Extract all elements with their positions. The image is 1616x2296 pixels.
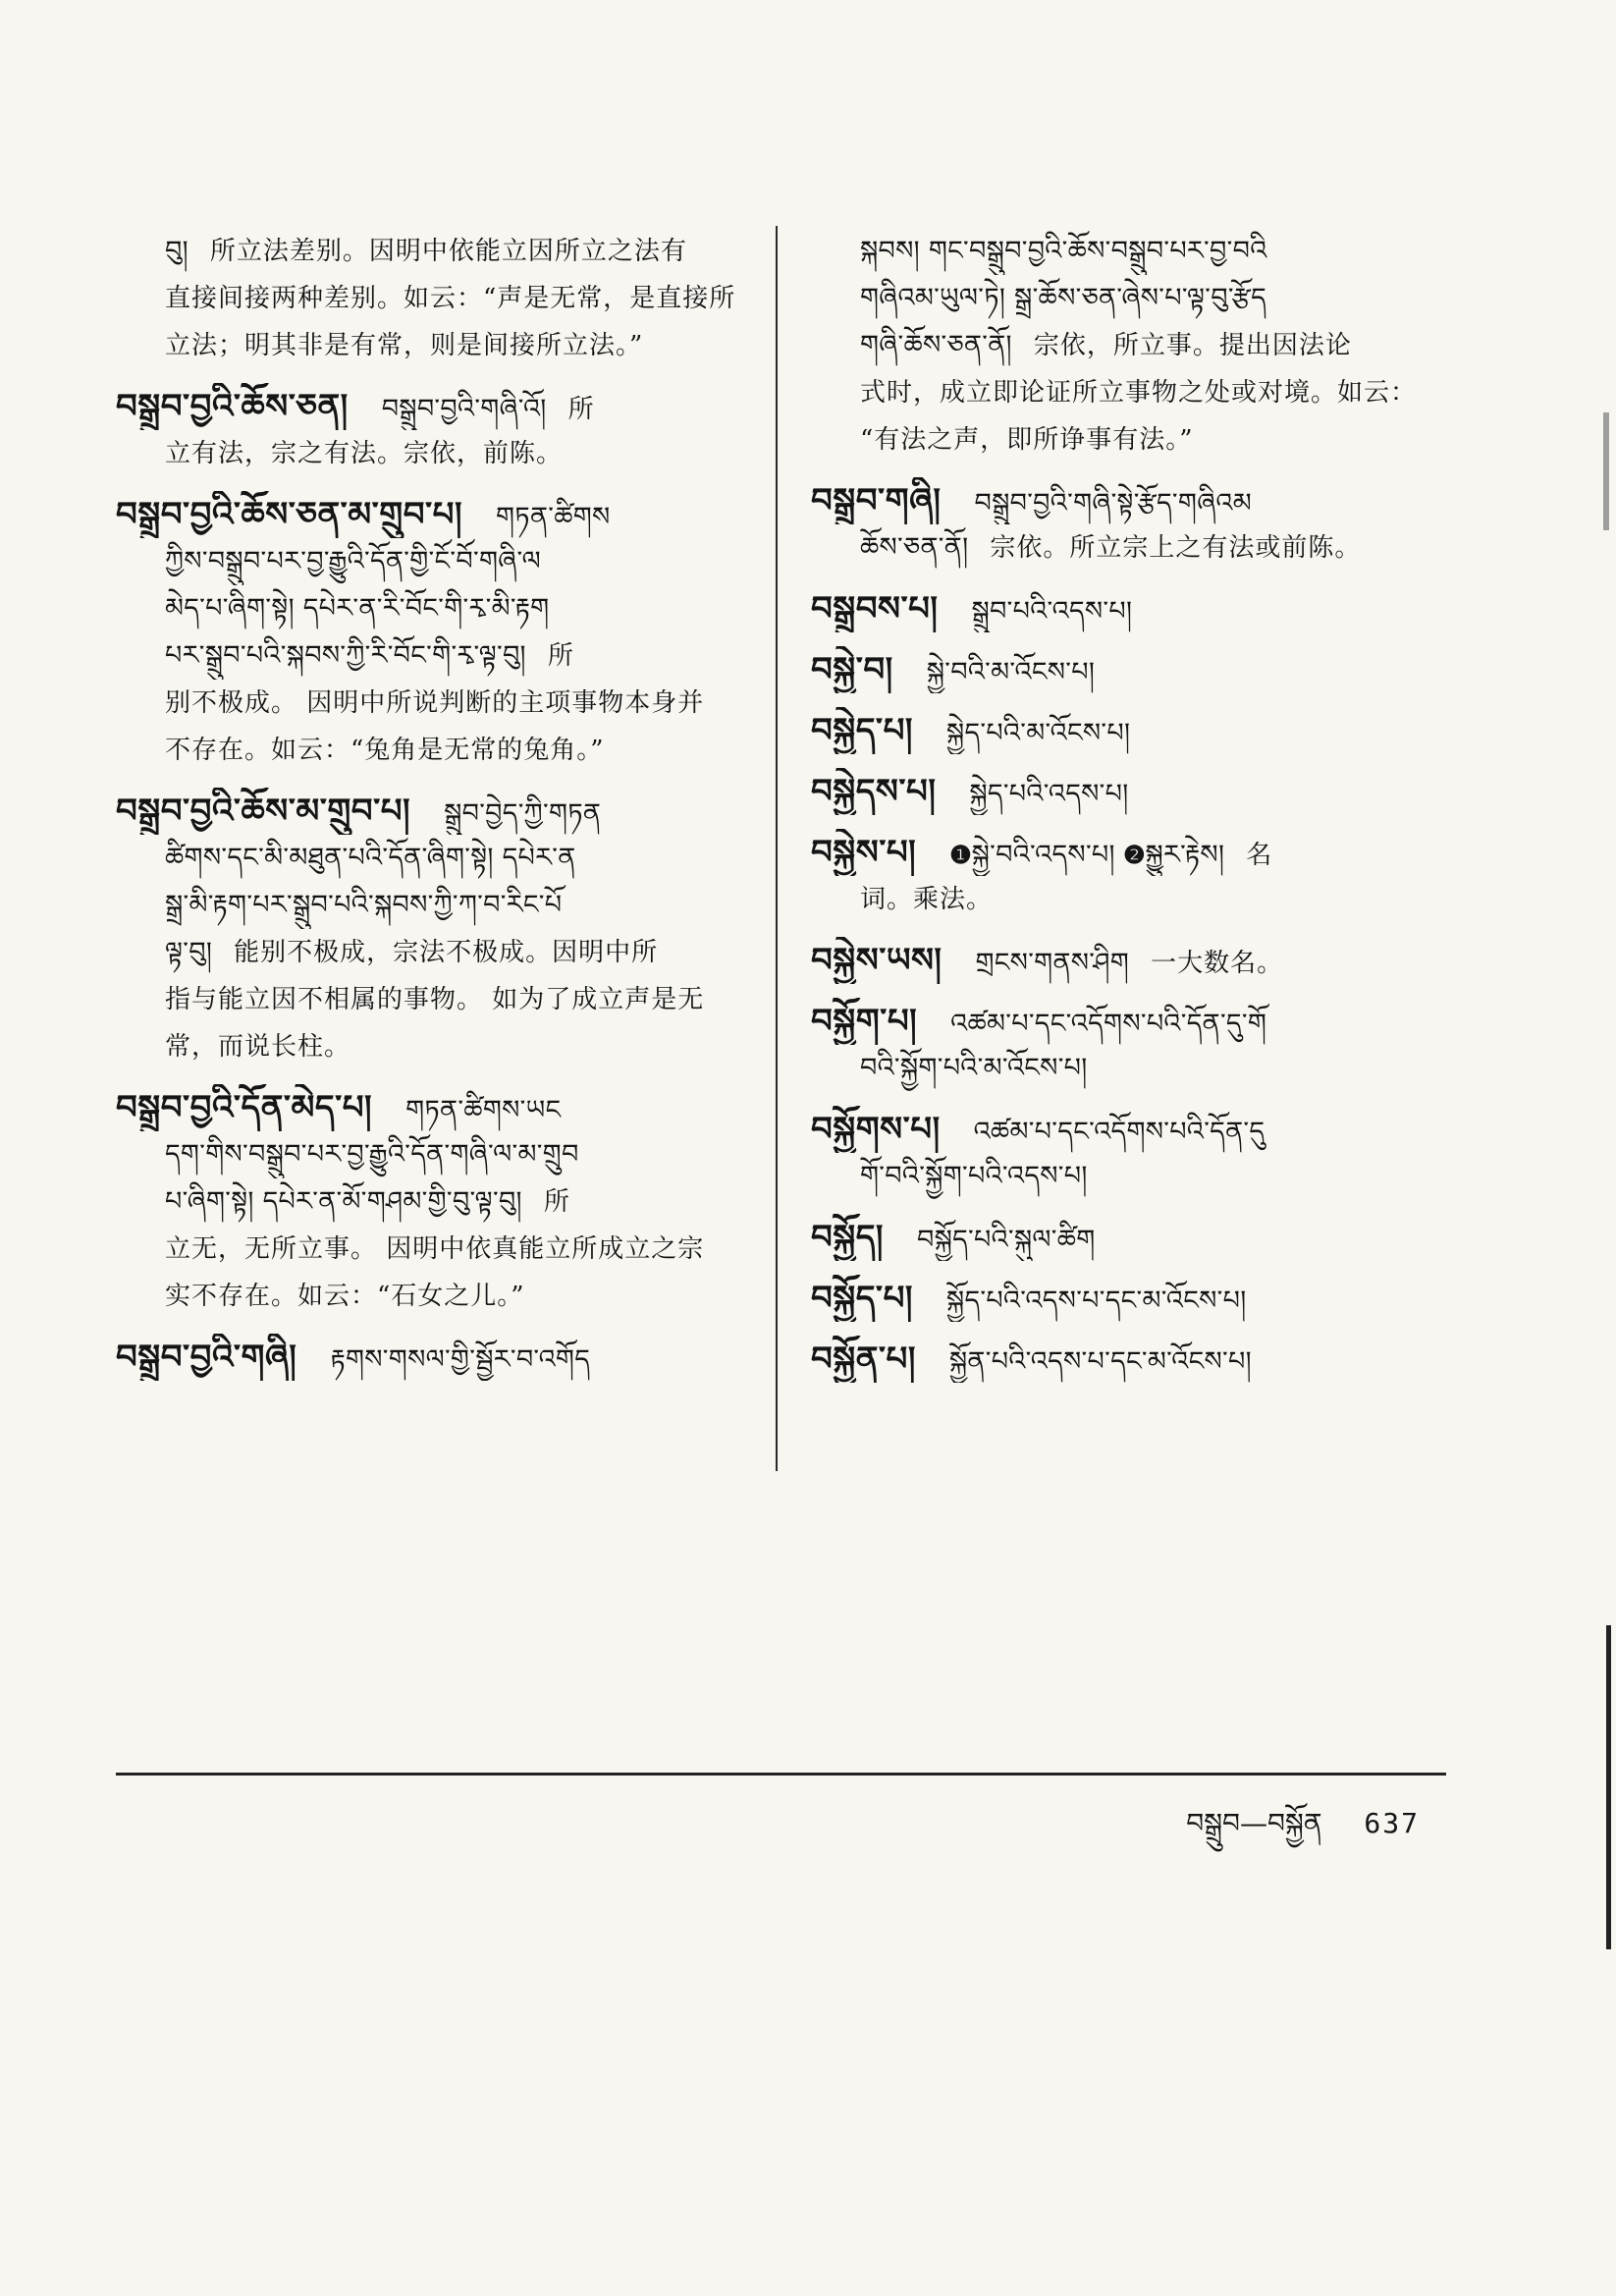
headword: བསྒྲུབ་བྱའི་གཞི། — [116, 1338, 297, 1377]
headword: བསྒྲུབ་བྱའི་ཆོས་ཅན་མ་གྲུབ་པ། — [116, 495, 462, 534]
tibetan-text: སྒྲུབ་བྱེད་ཀྱི་གཏན — [444, 798, 602, 829]
dictionary-entry — [811, 768, 1449, 815]
tibetan-text: གོ་བའི་སྐྱོག་པའི་འདས་པ། — [860, 1161, 1088, 1191]
entry-line — [116, 491, 744, 538]
chinese-gloss: 宗依。所立宗上之有法或前陈。 — [990, 533, 1362, 563]
dictionary-entry — [116, 1084, 744, 1320]
tibetan-text: སྐྱེད་པའི་འདས་པ། — [969, 779, 1129, 809]
entry-line — [116, 1084, 744, 1131]
tibetan-text: ཆོས་ཅན་ནོ། — [860, 532, 969, 563]
headword: བསྐྱོག་པ། — [811, 1002, 918, 1041]
tibetan-text: སྐྱེ་བའི་འདས་པ། — [971, 840, 1115, 870]
headword: བསྐྱོགས་པ། — [811, 1110, 941, 1149]
sense-number: ❶ — [949, 841, 972, 869]
chinese-gloss: 所立法差别。因明中依能立因所立之法有 — [209, 237, 687, 266]
entry-line — [116, 383, 744, 430]
chinese-gloss: 常，而说长柱。 — [165, 1032, 351, 1062]
entry-line — [116, 976, 744, 1023]
chinese-gloss: 能别不极成，宗法不极成。因明中所 — [234, 938, 659, 967]
chinese-gloss: “有法之声，即所诤事有法。” — [860, 425, 1194, 455]
entry-line — [116, 929, 744, 976]
entry-line — [811, 524, 1449, 572]
tibetan-text: གཞིའམ་ཡུལ་ཏེ། སྒྲ་ཆོས་ཅན་ཞེས་པ་ལྟ་བུ་རྩོད — [860, 283, 1267, 313]
entry-line — [811, 876, 1449, 923]
tibetan-text: གྲངས་གནས་ཤིག — [975, 948, 1130, 978]
tibetan-text: པར་སྒྲུབ་པའི་སྐབས་ཀྱི་རི་བོང་གི་རྭ་ལྟ་བུ། — [165, 640, 526, 671]
chinese-gloss: 实不存在。如云：“石女之儿。” — [165, 1282, 525, 1311]
entry-line — [116, 275, 744, 322]
dictionary-entry — [811, 937, 1449, 984]
tibetan-text: མེད་པ་ཞིག་སྟེ། དཔེར་ན་རི་བོང་གི་རྭ་མི་རྟག — [165, 593, 550, 624]
chinese-gloss: 式时，成立即论证所立事物之处或对境。如云： — [860, 378, 1418, 408]
tibetan-text: བསྒྲུབ་བྱའི་གཞི་འོ། — [381, 394, 547, 424]
entry-line — [811, 275, 1449, 322]
tibetan-text: སྐྱེ་བའི་མ་འོངས་པ། — [926, 657, 1096, 687]
dictionary-entry — [116, 228, 744, 369]
chinese-gloss: 别不极成。 因明中所说判断的主项事物本身并 — [165, 688, 705, 718]
entry-line — [116, 1226, 744, 1273]
entry-line — [116, 680, 744, 727]
entry-line — [811, 322, 1449, 369]
tibetan-text: སྒྲ་མི་རྟག་པར་སྒྲུབ་པའི་སྐབས་ཀྱི་ཀ་བ་རིང་པོ — [165, 890, 563, 920]
dictionary-entry — [116, 383, 744, 477]
headword: བསྐྱེདས་པ། — [811, 772, 937, 811]
dictionary-entry — [811, 585, 1449, 632]
entry-line — [811, 1045, 1449, 1092]
headword: བསྐྱེས་པ། — [811, 833, 917, 872]
entry-line — [116, 1273, 744, 1320]
sense-number: ❷ — [1123, 841, 1146, 869]
entry-line — [116, 228, 744, 275]
tibetan-text: འཚམ་པ་དང་འདོགས་པའི་དོན་དུ་གོ — [950, 1009, 1267, 1039]
tibetan-text: བུ། — [165, 236, 189, 266]
chinese-gloss: 一大数名。 — [1151, 949, 1284, 978]
tibetan-text: དག་གིས་བསྒྲུབ་པར་བྱ་རྒྱུའི་དོན་གཞི་ལ་མ་གྲུབ — [165, 1139, 579, 1170]
headword: བསྐྱོད་པ། — [811, 1279, 913, 1318]
entry-line — [811, 1214, 1449, 1261]
footer-rule — [116, 1773, 1446, 1776]
headword: བསྐྱེ་བ། — [811, 650, 893, 689]
headword: བསྒྲུབ་གཞི། — [811, 481, 942, 520]
chinese-gloss: 立有法，宗之有法。宗依，前陈。 — [165, 439, 564, 468]
page-footer — [1186, 1792, 1420, 1870]
entry-line — [811, 1153, 1449, 1200]
entry-line — [116, 788, 744, 835]
tibetan-text: སྐྱོན་པའི་འདས་པ་དང་མ་འོངས་པ། — [948, 1346, 1252, 1377]
entry-line — [811, 477, 1449, 524]
chinese-gloss: 直接间接两种差别。如云：“声是无常，是直接所 — [165, 284, 736, 313]
headword: བསྒྲུབ་བྱའི་ཆོས་ཅན། — [116, 387, 349, 426]
tibetan-text: གཞི་ཆོས་ཅན་ནོ། — [860, 330, 1012, 360]
scan-edge-mark — [1603, 412, 1609, 530]
dictionary-entry — [811, 646, 1449, 693]
entry-line — [811, 1275, 1449, 1322]
dictionary-entry — [811, 477, 1449, 572]
entry-line — [811, 998, 1449, 1045]
dictionary-entry — [811, 1106, 1449, 1200]
chinese-gloss: 指与能立因不相属的事物。 如为了成立声是无 — [165, 985, 705, 1014]
entry-line — [116, 430, 744, 477]
tibetan-text: གཏན་ཚིགས — [496, 502, 611, 532]
headword-range: བསྒྲུབ—བསྐྱོན — [1186, 1807, 1322, 1839]
dictionary-entry — [811, 1336, 1449, 1383]
entry-line — [811, 829, 1449, 876]
chinese-gloss: 立无，无所立事。 因明中依真能立所成立之宗 — [165, 1234, 705, 1264]
entry-line — [811, 585, 1449, 632]
dictionary-entry — [116, 788, 744, 1070]
chinese-gloss: 所 — [567, 395, 595, 424]
entry-line — [811, 768, 1449, 815]
tibetan-text: པ་ཞིག་སྟེ། དཔེར་ན་མོ་གཤམ་གྱི་བུ་ལྟ་བུ། — [165, 1186, 522, 1217]
tibetan-text: ལྟ་བུ། — [165, 937, 213, 967]
dictionary-entry — [811, 998, 1449, 1092]
entry-line — [811, 707, 1449, 754]
dictionary-entry — [811, 829, 1449, 923]
entry-line — [811, 937, 1449, 984]
tibetan-text: སྐབས། གང་བསྒྲུབ་བྱའི་ཆོས་བསྒྲུབ་པར་བྱ་བའི — [860, 236, 1267, 266]
entry-line — [811, 646, 1449, 693]
dictionary-entry — [811, 707, 1449, 754]
column-divider — [776, 226, 778, 1471]
tibetan-text: བསྒྲུབ་བྱའི་གཞི་སྟེ་རྩོད་གཞིའམ — [974, 488, 1252, 519]
chinese-gloss: 宗依，所立事。提出因法论 — [1033, 331, 1352, 360]
chinese-gloss: 名 — [1246, 841, 1273, 870]
tibetan-text: ཀྱིས་བསྒྲུབ་པར་བྱ་རྒྱུའི་དོན་གྱི་ངོ་བོ་གཞི་ལ — [165, 546, 541, 576]
tibetan-text: སྐྱོད་པའི་འདས་པ་དང་མ་འོངས་པ། — [945, 1285, 1247, 1316]
tibetan-text: སྐྱུར་རྟེས། — [1145, 840, 1225, 870]
headword: བསྐྱོན་པ། — [811, 1339, 916, 1379]
entry-line — [116, 632, 744, 680]
entry-line — [116, 585, 744, 632]
dictionary-entry — [116, 491, 744, 774]
entry-line — [811, 1336, 1449, 1383]
scan-edge-mark — [1606, 1625, 1611, 1949]
entry-line — [811, 1106, 1449, 1153]
entry-line — [811, 228, 1449, 275]
dictionary-entry — [811, 228, 1449, 464]
chinese-gloss: 所 — [547, 641, 574, 671]
right-column — [811, 228, 1449, 1396]
entry-line — [116, 727, 744, 774]
entry-line — [116, 538, 744, 585]
entry-line — [116, 322, 744, 369]
dictionary-entry — [811, 1275, 1449, 1322]
tibetan-text: ཚིགས་དང་མི་མཐུན་པའི་དོན་ཞིག་སྟེ། དཔེར་ན — [165, 843, 576, 873]
entry-line — [811, 369, 1449, 416]
chinese-gloss: 不存在。如云：“兔角是无常的兔角。” — [165, 736, 605, 765]
tibetan-text: བའི་སྐྱོག་པའི་མ་འོངས་པ། — [860, 1053, 1088, 1083]
entry-line — [811, 416, 1449, 464]
entry-line — [116, 1023, 744, 1070]
dictionary-entry — [811, 1214, 1449, 1261]
entry-line — [116, 882, 744, 929]
entry-line — [116, 835, 744, 882]
headword: བསྒྲུབ་བྱའི་དོན་མེད་པ། — [116, 1088, 373, 1127]
headword: བསྒྲུབས་པ། — [811, 589, 939, 629]
entry-line — [116, 1334, 744, 1381]
headword: བསྐྱོད། — [811, 1218, 884, 1257]
tibetan-text: སྒྲུབ་པའི་འདས་པ། — [971, 596, 1133, 627]
dictionary-entry — [116, 1334, 744, 1381]
headword: བསྐྱེད་པ། — [811, 711, 913, 750]
tibetan-text: བསྐྱོད་པའི་སྐུལ་ཚིག — [916, 1225, 1096, 1255]
chinese-gloss: 立法；明其非是有常，则是间接所立法。” — [165, 331, 644, 360]
chinese-gloss: 词。乘法。 — [860, 885, 994, 914]
tibetan-text: རྟགས་གསལ་གྱི་སྦྱོར་བ་འགོད — [330, 1344, 591, 1375]
headword: བསྐྱེས་ཡས། — [811, 941, 943, 980]
left-column — [116, 228, 744, 1394]
tibetan-text: འཚམ་པ་དང་འདོགས་པའི་དོན་དུ — [973, 1117, 1266, 1147]
headword: བསྒྲུབ་བྱའི་ཆོས་མ་གྲུབ་པ། — [116, 792, 411, 831]
tibetan-text: སྐྱེད་པའི་མ་འོངས་པ། — [945, 718, 1131, 748]
tibetan-text: གཏན་ཚིགས་ཡང — [405, 1095, 562, 1125]
page-number: 637 — [1364, 1807, 1420, 1839]
entry-line — [116, 1178, 744, 1226]
chinese-gloss: 所 — [543, 1187, 570, 1217]
entry-line — [116, 1131, 744, 1178]
